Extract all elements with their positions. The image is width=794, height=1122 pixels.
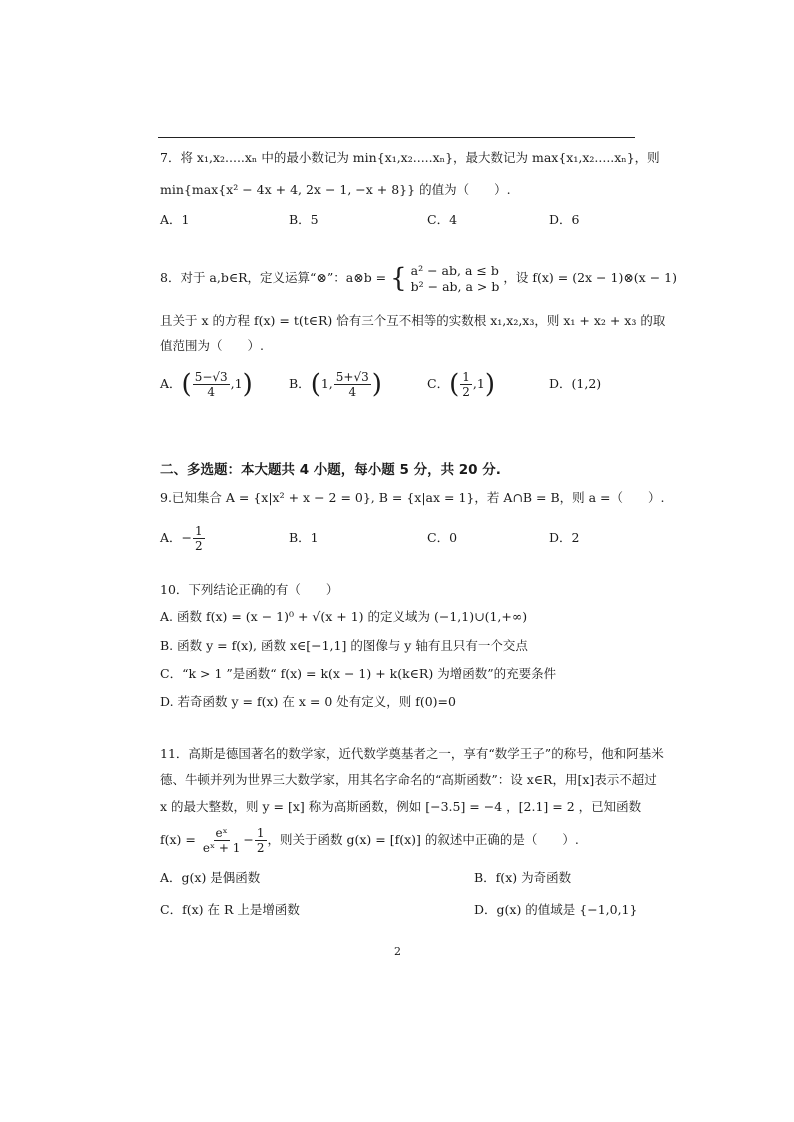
q7-option-d: D．6: [549, 212, 580, 227]
q11-option-a: A．g(x) 是偶函数: [160, 870, 261, 885]
section-heading: 二、多选题：本大题共 4 小题，每小题 5 分，共 20 分.: [160, 462, 501, 478]
frac-num: 5−√3: [194, 370, 228, 384]
q8-line1: [160, 258, 677, 298]
paren-open: (: [181, 369, 192, 400]
paren-close: ): [484, 369, 495, 400]
frac-den: 2: [462, 385, 470, 399]
paren-close: ): [371, 369, 382, 400]
q11-line1: 11．高斯是德国著名的数学家，近代数学奠基者之一，享有“数学王子”的称号，他和阿基米: [160, 746, 664, 761]
q11-minus: −: [243, 832, 254, 847]
q11-frac1: [201, 826, 243, 855]
page-number: 2: [394, 945, 401, 958]
frac-den: 4: [207, 385, 215, 399]
q7-option-b: B．5: [289, 212, 319, 227]
q8-optC-tail: ,1: [472, 376, 485, 391]
frac-num: 1: [256, 826, 265, 840]
q8-optA-tail: ,1: [230, 376, 243, 391]
q9-option-d: D．2: [549, 530, 580, 545]
q7-line2: min{max{x² − 4x + 4, 2x − 1, −x + 8}} 的值为（ ）.: [160, 182, 511, 197]
q10-option-b: B. 函数 y = f(x), 函数 x∈[−1,1] 的图像与 y 轴有且只有一个交点: [160, 638, 528, 653]
paren-open: (: [449, 369, 460, 400]
q7-option-a: A．1: [160, 212, 190, 227]
q8-line3: 值范围为（ ）.: [160, 338, 264, 353]
frac-num: 1: [195, 524, 203, 538]
q9-option-a: [160, 522, 206, 554]
q10-option-c: C．“k > 1 ”是函数“ f(x) = k(x − 1) + k(k∈R) 为增函数”的充要条件: [160, 666, 557, 681]
left-brace: {: [390, 263, 407, 294]
q8-optB-label: B．: [289, 376, 311, 391]
q11-option-d: D．g(x) 的值域是 {−1,0,1}: [474, 902, 638, 917]
q8-optB-head: 1,: [320, 376, 333, 391]
q8-optB-frac: [334, 370, 371, 399]
q9-option-c: C．0: [427, 530, 458, 545]
frac-num: eˣ: [215, 826, 228, 840]
paren-open: (: [310, 369, 321, 400]
q10-line1: 10．下列结论正确的有（ ）: [160, 582, 339, 597]
q8-optA-label: A．: [160, 376, 182, 391]
q8-optC-frac: [460, 370, 472, 399]
frac-num: 1: [462, 370, 470, 384]
q11-line3: x 的最大整数，则 y = [x] 称为高斯函数，例如 [−3.5] = −4 ，[2.1] = 2 ，已知函数: [160, 799, 642, 814]
q11-f-tail: ，则关于函数 g(x) = [f(x)] 的叙述中正确的是（ ）.: [267, 832, 579, 847]
q8-option-a: [160, 366, 253, 403]
q10-option-d: D. 若奇函数 y = f(x) 在 x = 0 处有定义，则 f(0)=0: [160, 694, 456, 709]
q7-option-c: C．4: [427, 212, 458, 227]
q7-line1: 7．将 x₁,x₂.....xₙ 中的最小数记为 min{x₁,x₂.....xₙ}，最大数记为 max{x₁,x₂.....xₙ}，则: [160, 150, 660, 165]
frac-den: 2: [195, 539, 203, 553]
q9-optA-frac: [193, 524, 205, 553]
q8-lead: 8．对于 a,b∈R，定义运算“⊗”：a⊗b =: [160, 270, 387, 285]
q8-option-d: D．(1,2): [549, 376, 602, 391]
frac-den: eˣ + 1: [202, 841, 241, 855]
q11-line4: [160, 822, 579, 858]
q11-option-b: B．f(x) 为奇函数: [474, 870, 572, 885]
paren-close: ): [242, 369, 253, 400]
q9-line1: 9.已知集合 A = {x|x² + x − 2 = 0}, B = {x|ax = 1}，若 A∩B = B，则 a =（ ）.: [160, 490, 665, 505]
q11-option-c: C．f(x) 在 R 上是增函数: [160, 902, 300, 917]
frac-den: 2: [256, 841, 265, 855]
frac-num: 5+√3: [335, 370, 369, 384]
q11-frac2: [255, 826, 267, 855]
q8-option-b: [289, 366, 382, 403]
header-rule: [158, 137, 635, 138]
q8-case1: a² − ab, a ≤ b: [410, 262, 499, 278]
q11-f-lead: f(x) =: [160, 832, 196, 847]
q9-option-b: B．1: [289, 530, 319, 545]
q11-line2: 德、牛顿并列为世界三大数学家，用其名字命名的“高斯函数”：设 x∈R，用[x]表示不超过: [160, 772, 657, 787]
q10-option-a: A. 函数 f(x) = (x − 1)⁰ + √(x + 1) 的定义域为 (−1,1)∪(1,+∞): [160, 609, 528, 624]
q8-cases: [411, 263, 500, 295]
q8-optA-frac: [193, 370, 230, 399]
q9-optA-label: A．−: [160, 530, 193, 545]
q8-line2: 且关于 x 的方程 f(x) = t(t∈R) 恰有三个互不相等的实数根 x₁,x₂,x₃，则 x₁ + x₂ + x₃ 的取: [160, 313, 666, 328]
frac-den: 4: [348, 385, 357, 399]
q8-tail: ，设 f(x) = (2x − 1)⊗(x − 1): [503, 270, 677, 285]
q8-case2: b² − ab, a > b: [410, 278, 500, 294]
q8-option-c: [427, 366, 495, 403]
q8-optC-label: C．: [427, 376, 450, 391]
